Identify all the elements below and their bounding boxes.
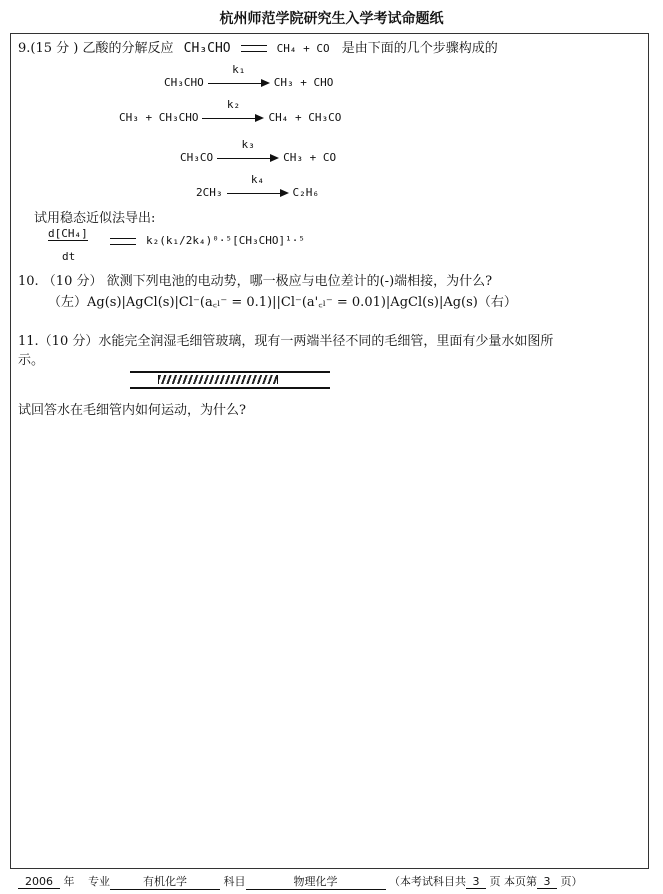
overall-left: CH₃CHO (183, 41, 231, 56)
page-title: 杭州师范学院研究生入学考试命题纸 (219, 11, 444, 27)
footer-pages-suffix: 页） (560, 875, 583, 888)
q11-text: 11.（10 分）水能完全润湿毛细管玻璃，现有一两端半径不同的毛细管，里面有少量水如图所 (18, 334, 554, 349)
rate-rhs: k₂(k₁/2k₄)⁰·⁵[CH₃CHO]¹·⁵ (146, 234, 305, 247)
equals-sign (241, 45, 267, 52)
rate-constant: k₂ (226, 98, 241, 111)
rate-constant: k₁ (232, 63, 246, 76)
arrow-icon (208, 63, 270, 89)
step-right: CH₃ + CO (283, 151, 337, 164)
rate-constant: k₄ (250, 173, 265, 186)
capillary-tube-figure (130, 371, 330, 389)
q11-text-cont: 示。 (18, 353, 45, 368)
step-right: CH₄ + CH₃CO (268, 111, 342, 124)
q9-intro: 9.(15 分 ) 乙酸的分解反应 (18, 41, 174, 56)
footer-subject-label: 科目 (223, 875, 246, 888)
arrow-icon (217, 138, 279, 164)
footer-pages-mid: 页 本页第 (489, 875, 537, 888)
footer (18, 873, 583, 890)
q9-derive: 试用稳态近似法导出: (34, 211, 156, 226)
footer-major: 有机化学 (110, 873, 220, 890)
rate-constant: k₃ (241, 138, 255, 151)
step-2 (119, 98, 342, 124)
step-left: CH₃CHO (164, 76, 204, 89)
footer-major-label: 专业 (88, 875, 110, 888)
overall-right: CH₄ + CO (276, 42, 330, 55)
footer-year-label: 年 (63, 875, 75, 888)
step-left: CH₃ + CH₃CHO (119, 111, 199, 124)
step-right: C₂H₆ (292, 186, 319, 199)
rate-equation (110, 234, 305, 247)
q10-text: 10. （10 分） 欲测下列电池的电动势，哪一极应与电位差计的(-)端相接，为什么? (18, 274, 493, 289)
rate-denominator: dt (62, 250, 76, 263)
water-column (158, 375, 278, 384)
equals-sign (110, 238, 136, 245)
footer-subject: 物理化学 (246, 873, 386, 890)
step-3 (180, 138, 337, 164)
step-1 (164, 63, 334, 89)
step-right: CH₃ + CHO (273, 76, 334, 89)
footer-current-page: 3 (537, 875, 557, 889)
footer-year: 2006 (18, 875, 60, 889)
footer-total-pages: 3 (466, 875, 486, 889)
footer-pages-prefix: （本考试科目共 (389, 875, 466, 888)
step-left: 2CH₃ (196, 186, 223, 199)
step-left: CH₃CO (180, 151, 214, 164)
q11-question: 试回答水在毛细管内如何运动，为什么? (18, 403, 246, 418)
arrow-icon (202, 98, 264, 124)
arrow-icon (227, 173, 289, 199)
q9-line (18, 37, 498, 56)
rate-numerator: d[CH₄] (48, 227, 88, 240)
q10-cell: （左）Ag(s)|AgCl(s)|Cl⁻(a꜀ₗ⁻ = 0.1)||Cl⁻(a'꜀ₗ⁻ = 0.01)|AgCl(s)|Ag(s)（右） (48, 295, 517, 310)
q9-intro-tail: 是由下面的几个步骤构成的 (341, 41, 498, 56)
step-4 (196, 173, 319, 199)
